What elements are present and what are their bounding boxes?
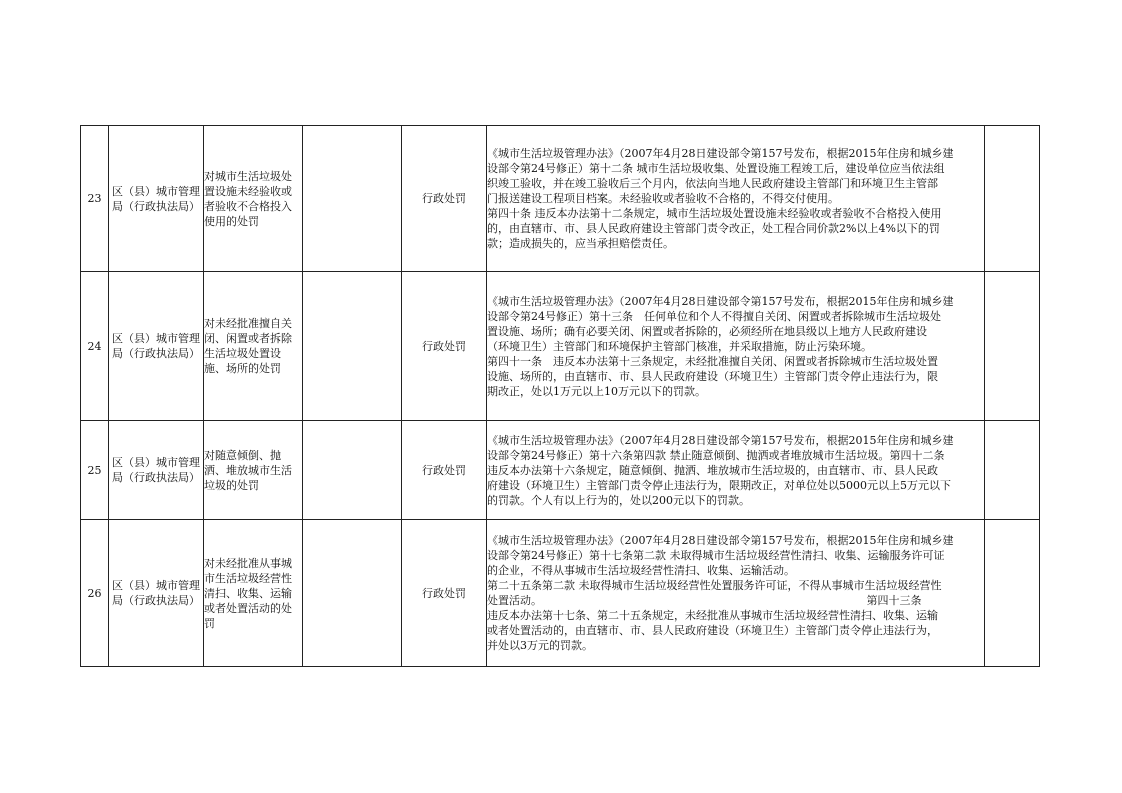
legal-basis-line: 第四十一条 违反本办法第十三条规定，未经批准擅自关闭、闲置或者拆除城市生活垃圾处置 xyxy=(487,354,938,368)
legal-basis-line: 设部令第24号修正）第十七条第二款 未取得城市生活垃圾经营性清扫、收集、运输服务许可证 xyxy=(487,549,945,562)
department-cell-text: 区（县）城市管理局（行政执法局） xyxy=(112,184,200,213)
legal-basis-line: 设施、场所的，由直辖市、市、县人民政府建设（环境卫生）主管部门责令停止违法行为，限 xyxy=(487,369,938,383)
legal-basis-line: 违反本办法第十七条、第二十五条规定，未经批准从事城市生活垃圾经营性清扫、收集、运输 xyxy=(487,609,938,622)
department-cell-text: 区（县）城市管理局（行政执法局） xyxy=(112,456,200,484)
table-row xyxy=(81,520,1040,667)
legal-basis-line: 置设施、场所；确有必要关闭、闲置或者拆除的，必须经所在地县级以上地方人民政府建设 xyxy=(487,324,927,338)
row-number xyxy=(81,272,109,421)
legal-basis-line: 或者处置活动的，由直辖市、市、县人民政府建设（环境卫生）主管部门责令停止违法行为， xyxy=(487,624,938,637)
row-number-text: 23 xyxy=(87,192,102,205)
row-number-text: 25 xyxy=(87,463,102,477)
legal-basis-line: 期改正，处以1万元以上10万元以下的罚款。 xyxy=(487,384,706,398)
row-number-text: 26 xyxy=(87,586,102,600)
legal-basis-line: 第四十条 违反本办法第十二条规定，城市生活垃圾处置设施未经验收或者验收不合格投入使用 xyxy=(487,207,942,220)
department-cell xyxy=(109,520,204,667)
table-row xyxy=(81,126,1040,272)
penalty-item-cell xyxy=(204,126,303,272)
legal-basis-line: 设部令第24号修正）第十六条第四款 禁止随意倾倒、抛洒或者堆放城市生活垃圾。第四十二条 xyxy=(487,448,945,462)
legal-basis-cell xyxy=(487,520,985,667)
legal-basis-line: 款；造成损失的，应当承担赔偿责任。 xyxy=(487,237,674,250)
blank-cell xyxy=(303,520,402,667)
legal-basis-line: 织竣工验收，并在竣工验收后三个月内，依法向当地人民政府建设主管部门和环境卫生主管部 xyxy=(487,177,938,190)
remark-cell xyxy=(985,520,1040,667)
remark-cell xyxy=(985,272,1040,421)
legal-basis-line: 门报送建设工程项目档案。未经验收或者验收不合格的，不得交付使用。 xyxy=(487,192,839,205)
department-cell xyxy=(109,126,204,272)
penalty-type-cell-text: 行政处罚 xyxy=(422,192,466,205)
table-row xyxy=(81,272,1040,421)
penalty-item-cell xyxy=(204,421,303,520)
legal-basis-line: 的企业，不得从事城市生活垃圾经营性清扫、收集、运输活动。 xyxy=(487,564,795,577)
penalty-item-cell-text: 对随意倾倒、抛洒、堆放城市生活垃圾的处罚 xyxy=(204,448,292,492)
penalty-table xyxy=(80,125,1040,667)
legal-basis-line: 《城市生活垃圾管理办法》（2007年4月28日建设部令第157号发布，根据2015年住房和城乡建 xyxy=(487,433,954,447)
remark-cell xyxy=(985,126,1040,272)
row-number xyxy=(81,126,109,272)
penalty-item-cell-text: 对未经批准从事城市生活垃圾经营性清扫、收集、运输或者处置活动的处罚 xyxy=(204,556,292,630)
penalty-type-cell xyxy=(402,421,487,520)
legal-basis-line: 设部令第24号修正）第十二条 城市生活垃圾收集、处置设施工程竣工后，建设单位应当依法组 xyxy=(487,162,945,175)
blank-cell xyxy=(303,126,402,272)
legal-basis-line: 《城市生活垃圾管理办法》（2007年4月28日建设部令第157号发布，根据2015年住房和城乡建 xyxy=(487,147,954,160)
legal-basis-line: 第二十五条第二款 未取得城市生活垃圾经营性处置服务许可证，不得从事城市生活垃圾经营性 xyxy=(487,579,942,592)
blank-cell xyxy=(303,421,402,520)
department-cell xyxy=(109,272,204,421)
legal-basis-cell xyxy=(487,272,985,421)
row-number xyxy=(81,520,109,667)
legal-basis-line: （环境卫生）主管部门和环境保护主管部门核准，并采取措施，防止污染环境。 xyxy=(487,339,872,353)
remark-cell xyxy=(985,421,1040,520)
penalty-item-cell xyxy=(204,272,303,421)
department-cell xyxy=(109,421,204,520)
penalty-type-cell-text: 行政处罚 xyxy=(422,586,466,600)
penalty-type-cell xyxy=(402,126,487,272)
table-body xyxy=(81,126,1040,667)
legal-basis-cell xyxy=(487,126,985,272)
legal-basis-line: 设部令第24号修正）第十三条 任何单位和个人不得擅自关闭、闲置或者拆除城市生活垃圾处 xyxy=(487,309,941,323)
penalty-type-cell-text: 行政处罚 xyxy=(422,339,466,353)
legal-basis-line: 《城市生活垃圾管理办法》（2007年4月28日建设部令第157号发布，根据2015年住房和城乡建 xyxy=(487,534,954,547)
legal-basis-cell xyxy=(487,421,985,520)
legal-basis-line: 《城市生活垃圾管理办法》（2007年4月28日建设部令第157号发布，根据2015年住房和城乡建 xyxy=(487,294,954,308)
penalty-type-cell xyxy=(402,520,487,667)
department-cell-text: 区（县）城市管理局（行政执法局） xyxy=(112,332,200,360)
legal-basis-line: 并处以3万元的罚款。 xyxy=(487,639,593,652)
row-number xyxy=(81,421,109,520)
penalty-item-cell-text: 对未经批准擅自关闭、闲置或者拆除生活垃圾处置设施、场所的处罚 xyxy=(204,317,292,375)
table-row xyxy=(81,421,1040,520)
legal-basis-line: 的，由直辖市、市、县人民政府建设主管部门责令改正，处工程合同价款2%以上4%以下的罚 xyxy=(487,222,940,235)
blank-cell xyxy=(303,272,402,421)
penalty-type-cell-text: 行政处罚 xyxy=(422,463,466,477)
penalty-item-cell xyxy=(204,520,303,667)
legal-basis-line: 的罚款。个人有以上行为的，处以200元以下的罚款。 xyxy=(487,493,750,507)
department-cell-text: 区（县）城市管理局（行政执法局） xyxy=(112,579,200,607)
legal-basis-line: 违反本办法第十六条规定，随意倾倒、抛洒、堆放城市生活垃圾的，由直辖市、市、县人民政 xyxy=(487,463,938,477)
penalty-type-cell xyxy=(402,272,487,421)
penalty-item-cell-text: 对城市生活垃圾处置设施未经验收或者验收不合格投入使用的处罚 xyxy=(204,169,292,228)
row-number-text: 24 xyxy=(87,339,102,353)
legal-basis-line: 府建设（环境卫生）主管部门责令停止违法行为，限期改正，对单位处以5000元以上5万元以下 xyxy=(487,478,951,492)
legal-basis-line: 处置活动。 第四十三条 xyxy=(487,594,922,607)
